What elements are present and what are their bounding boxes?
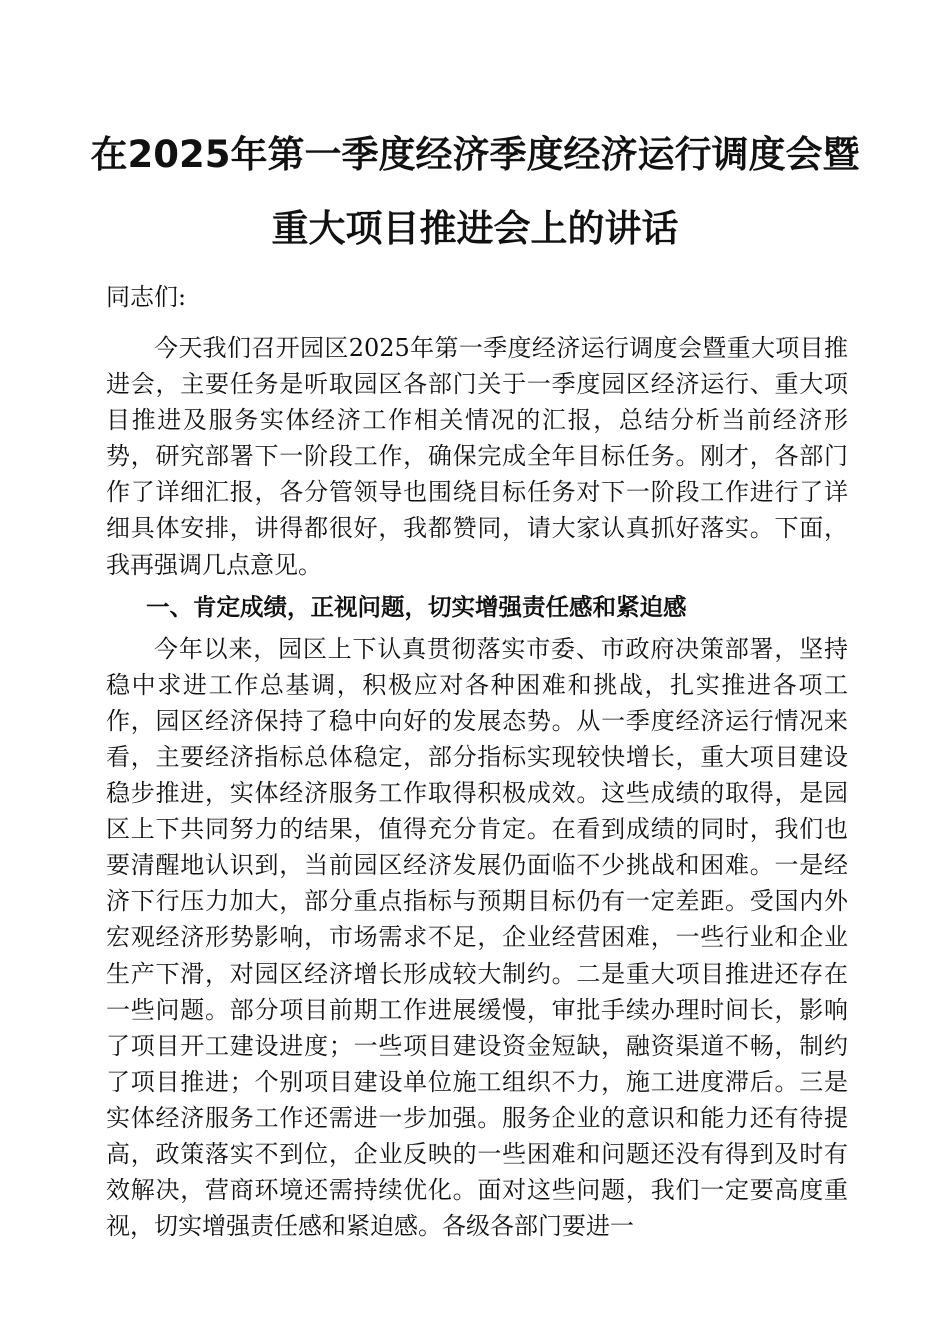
section-heading: 一、肯定成绩，正视问题，切实增强责任感和紧迫感 bbox=[146, 592, 687, 621]
title-line-2: 重大项目推进会上的讲话 bbox=[271, 207, 679, 250]
section-paragraph: 今年以来，园区上下认真贯彻落实市委、市政府决策部署，坚持稳中求进工作总基调，积极应对各种困难和挑战，扎实推进各项工作，园区经济保持了稳中向好的发展态势。从一季度经济运行情况来看，主要经济指标总体稳定，部分指标实现较快增长，重大项目建设稳步推进，实体经济服务工作取得积极成效。这些成绩的取得，是园区上下共同努力的结果，值得充分肯定。在看到成绩的同时，我们也要清醒地认识到，当前园区经济发展仍面临不少挑战和困难。一是经济下行压力加大，部分重点指标与预期目标仍有一定差距。受国内外宏观经济形势影响，市场需求不足，企业经营困难，一些行业和企业生产下滑，对园区经济增长形成较大制约。二是重大项目推进还存在一些问题。部分项目前期工作进展缓慢，审批手续办理时间长，影响了项目开工建设进度；一些项目建设资金短缺，融资渠道不畅，制约了项目推进；个别项目建设单位施工组织不力，施工进度滞后。三是实体经济服务工作还需进一步加强。服务企业的意识和能力还有待提高，政策落实不到位，企业反映的一些困难和问题还没有得到及时有效解决，营商环境还需持续优化。面对这些问题，我们一定要高度重视，切实增强责任感和紧迫感。各级各部门要进一 bbox=[106, 634, 848, 1241]
intro-paragraph: 今天我们召开园区2025年第一季度经济运行调度会暨重大项目推进会，主要任务是听取园区各部门关于一季度园区经济运行、重大项目推进及服务实体经济工作相关情况的汇报，总结分析当前经济形势，研究部署下一阶段工作，确保完成全年目标任务。刚才，各部门作了详细汇报，各分管领导也围绕目标任务对下一阶段工作进行了详细具体安排，讲得都很好，我都赞同，请大家认真抓好落实。下面，我再强调几点意见。 bbox=[106, 334, 848, 579]
salutation: 同志们: bbox=[106, 283, 187, 311]
title-line-1: 在2025年第一季度经济季度经济运行调度会暨 bbox=[90, 133, 860, 176]
document-body bbox=[106, 330, 848, 1244]
document-title bbox=[60, 118, 890, 266]
